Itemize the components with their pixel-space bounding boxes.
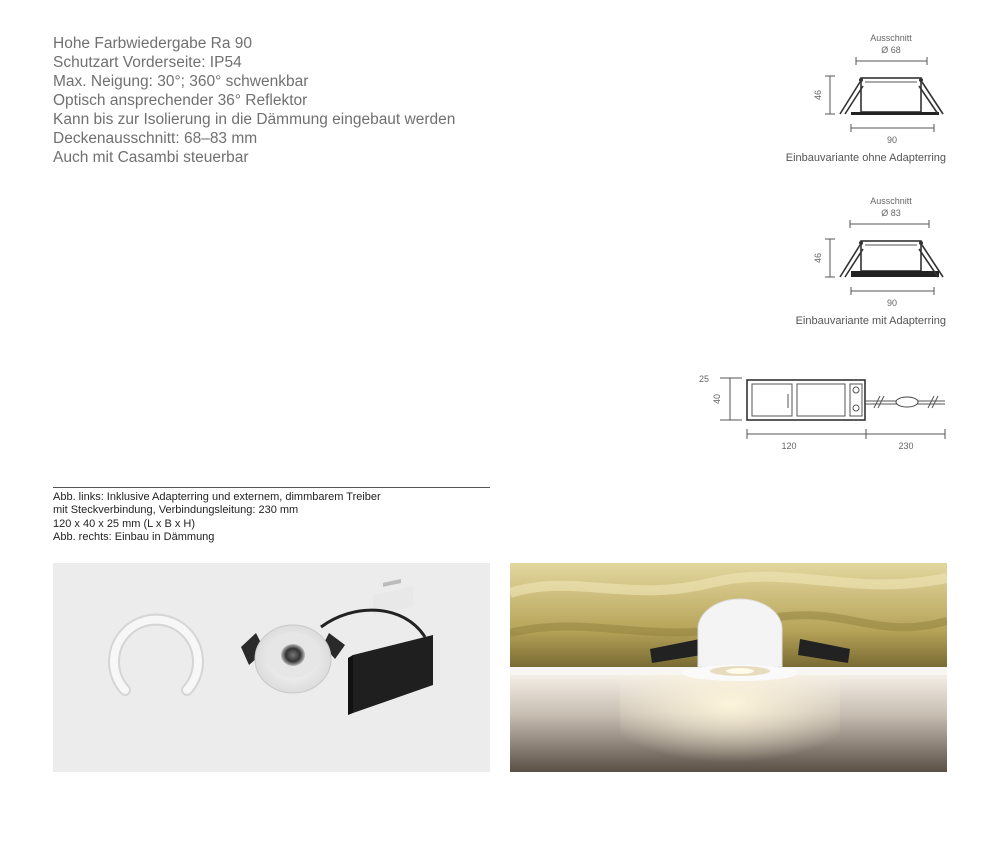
cutout-value: Ø 83: [881, 208, 901, 218]
length-dimension: 120: [781, 441, 797, 451]
diagram-caption: Einbauvariante mit Adapterring: [795, 315, 946, 327]
downlight: [241, 625, 345, 693]
cutout-value: Ø 68: [881, 45, 901, 55]
feature-item: Auch mit Casambi steuerbar: [53, 149, 249, 166]
caption-line: Abb. links: Inklusive Adapterring und externem, dimmbarem Treiber: [53, 491, 381, 503]
feature-item: Kann bis zur Isolierung in die Dämmung eingebaut werden: [53, 111, 456, 128]
driver-box: [348, 579, 433, 715]
cutout-label: Ausschnitt: [870, 33, 912, 43]
driver-diagram: [690, 368, 955, 458]
product-photo: [53, 563, 490, 772]
caption-line: mit Steckverbindung, Verbindungsleitung: 230 mm: [53, 504, 299, 517]
width-dimension: 90: [886, 135, 898, 145]
cable-dimension: 230: [898, 441, 914, 451]
height-dimension: 46: [813, 252, 823, 264]
feature-item: Hohe Farbwiedergabe Ra 90: [53, 35, 253, 52]
caption-line: Abb. rechts: Einbau in Dämmung: [53, 531, 215, 544]
cutout-label: Ausschnitt: [870, 196, 912, 206]
diagram-caption: Einbauvariante ohne Adapterring: [785, 152, 946, 164]
installation-photo: [510, 563, 947, 772]
feature-item: Deckenausschnitt: 68–83 mm: [53, 130, 258, 147]
height-dimension: 46: [813, 89, 823, 101]
diagram-without-adapter: [805, 28, 955, 148]
feature-item: Optisch ansprechender 36° Reflektor: [53, 92, 308, 109]
diagram-with-adapter: [805, 191, 955, 311]
caption-line: 120 x 40 x 25 mm (L x B x H): [53, 517, 196, 530]
depth-dimension: 25: [698, 374, 710, 384]
feature-item: Schutzart Vorderseite: IP54: [53, 54, 242, 71]
width-dimension: 90: [886, 298, 898, 308]
feature-list: [53, 34, 573, 167]
divider: [53, 487, 490, 488]
figure-caption: [53, 491, 493, 545]
feature-item: Max. Neigung: 30°; 360° schwenkbar: [53, 73, 309, 90]
height-dimension: 40: [712, 393, 722, 405]
